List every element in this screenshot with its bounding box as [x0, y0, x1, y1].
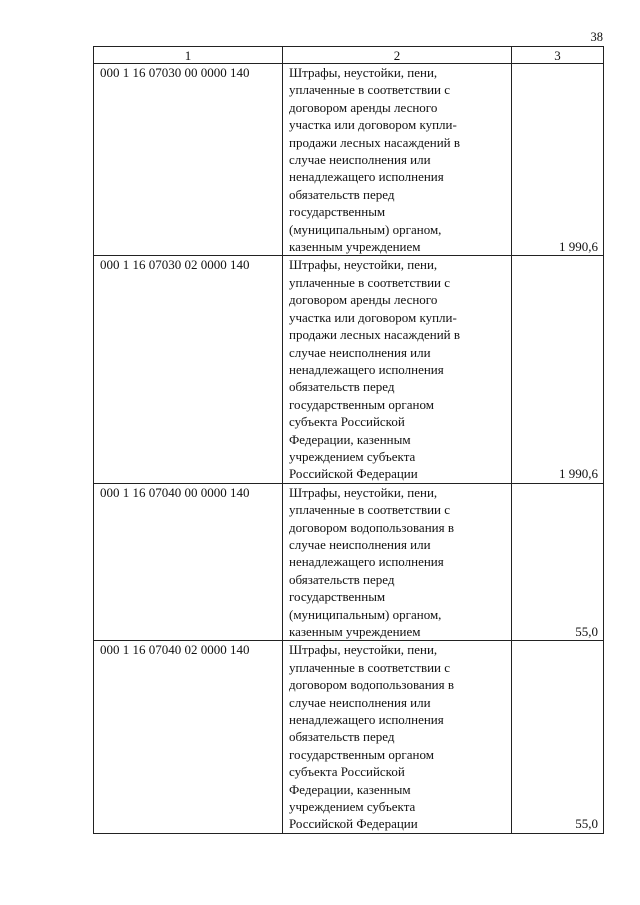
revenue-name-line: уплаченные в соответствии с	[289, 82, 451, 98]
revenue-name-line: субъекта Российской	[289, 764, 405, 780]
revenue-name-cell	[283, 641, 512, 833]
revenue-name-line: обязательств перед	[289, 379, 395, 395]
revenue-name-line: казенным учреждением	[289, 624, 421, 639]
table-row	[94, 64, 604, 256]
revenue-name-line: Российской Федерации	[289, 466, 418, 482]
revenue-name-line: договором аренды лесного	[289, 292, 438, 308]
revenue-name-line: участка или договором купли-	[289, 117, 457, 133]
amount-cell: 1 990,6	[512, 256, 604, 483]
revenue-name-line: ненадлежащего исполнения	[289, 554, 444, 570]
revenue-name-cell	[283, 483, 512, 641]
revenue-name-line: обязательств перед	[289, 186, 395, 202]
revenue-name-line: уплаченные в соответствии с	[289, 502, 451, 518]
revenue-name-line: казенным учреждением	[289, 239, 421, 255]
revenue-name-line: продажи лесных насаждений в	[289, 134, 460, 150]
budget-code-cell: 000 1 16 07030 00 0000 140	[94, 64, 283, 256]
revenue-name-line: продажи лесных насаждений в	[289, 327, 460, 343]
budget-code-cell: 000 1 16 07040 00 0000 140	[94, 483, 283, 641]
revenue-name-line: (муниципальным) органом,	[289, 606, 442, 622]
revenue-name-line: субъекта Российской	[289, 414, 405, 430]
page-number: 38	[590, 30, 603, 44]
table-body	[94, 64, 604, 834]
amount-cell: 55,0	[512, 641, 604, 833]
revenue-name-line: участка или договором купли-	[289, 309, 457, 325]
table-row	[94, 641, 604, 833]
revenue-name-line: государственным	[289, 204, 386, 220]
column-header-2: 2	[283, 47, 512, 64]
budget-table	[93, 46, 604, 834]
revenue-name-line: случае неисполнения или	[289, 344, 431, 360]
table-row	[94, 483, 604, 641]
amount-cell: 1 990,6	[512, 64, 604, 256]
revenue-name-line: случае неисполнения или	[289, 152, 431, 168]
revenue-name-line: ненадлежащего исполнения	[289, 361, 444, 377]
revenue-name-line: уплаченные в соответствии с	[289, 274, 451, 290]
revenue-name-line: обязательств перед	[289, 729, 395, 745]
revenue-name-line: Федерации, казенным	[289, 781, 411, 797]
revenue-name-line: государственным органом	[289, 746, 434, 762]
revenue-name-line: Штрафы, неустойки, пени,	[289, 642, 438, 658]
revenue-name-line: уплаченные в соответствии с	[289, 659, 451, 675]
revenue-name-line: Федерации, казенным	[289, 431, 411, 447]
revenue-name-line: ненадлежащего исполнения	[289, 712, 444, 728]
budget-code-cell: 000 1 16 07040 02 0000 140	[94, 641, 283, 833]
revenue-name-line: договором водопользования в	[289, 677, 454, 693]
budget-code-cell: 000 1 16 07030 02 0000 140	[94, 256, 283, 483]
revenue-name-line: случае неисполнения или	[289, 536, 431, 552]
revenue-name-line: учреждением субъекта	[289, 448, 416, 464]
revenue-name-line: Российской Федерации	[289, 816, 418, 832]
revenue-name-line: государственным органом	[289, 396, 434, 412]
table-row	[94, 256, 604, 483]
column-header-1: 1	[94, 47, 283, 64]
revenue-name-line: государственным	[289, 589, 386, 605]
revenue-name-cell	[283, 64, 512, 256]
revenue-name-line: учреждением субъекта	[289, 799, 416, 815]
revenue-name-line: договором водопользования в	[289, 519, 454, 535]
header-row	[94, 47, 604, 64]
revenue-name-line: ненадлежащего исполнения	[289, 169, 444, 185]
revenue-name-line: Штрафы, неустойки, пени,	[289, 484, 438, 500]
revenue-name-line: случае неисполнения или	[289, 694, 431, 710]
revenue-name-line: (муниципальным) органом,	[289, 221, 442, 237]
revenue-name-line: Штрафы, неустойки, пени,	[289, 65, 438, 80]
revenue-name-line: Штрафы, неустойки, пени,	[289, 257, 438, 273]
revenue-name-line: договором аренды лесного	[289, 99, 438, 115]
revenue-name-line: обязательств перед	[289, 571, 395, 587]
column-header-3: 3	[512, 47, 604, 64]
revenue-name-cell	[283, 256, 512, 483]
amount-cell: 55,0	[512, 483, 604, 641]
